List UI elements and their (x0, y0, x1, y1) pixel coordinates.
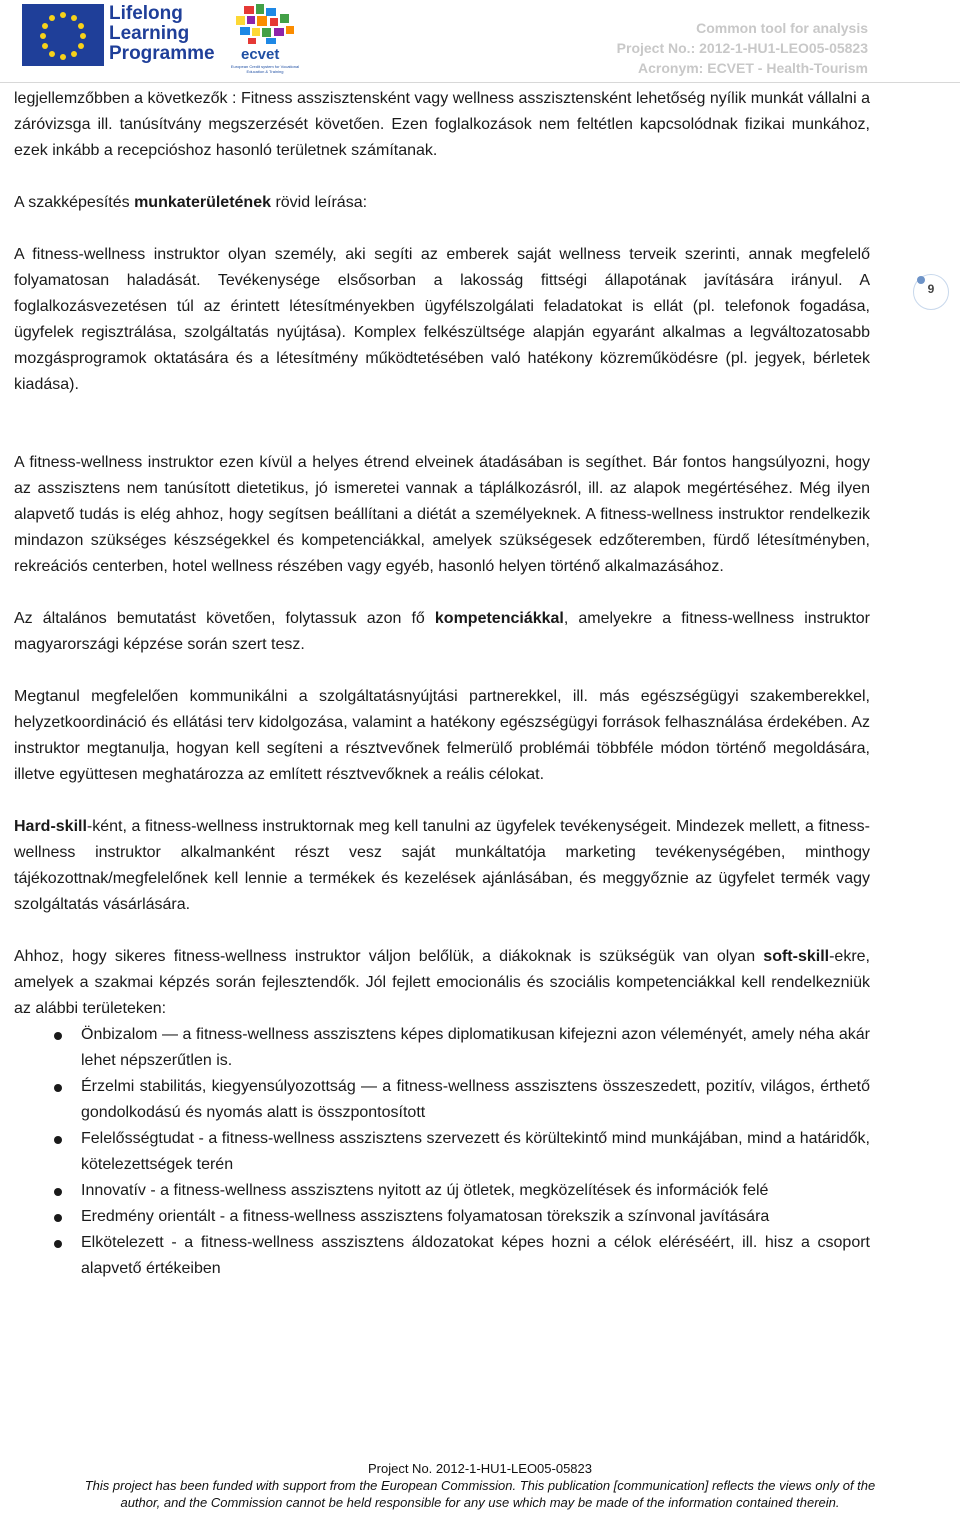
header-title: Common tool for analysis (696, 20, 868, 36)
header-project-info (617, 18, 868, 78)
list-item: Eredmény orientált - a fitness-wellness asszisztens folyamatosan törekszik a színvonal javítására (14, 1204, 870, 1230)
paragraph-competencies-intro: Az általános bemutatást követően, folytassuk azon fő kompetenciákkal, amelyekre a fitness-wellness instruktor magyarországi képzése során szert tesz. (14, 610, 870, 653)
page-number-badge (913, 274, 949, 310)
paragraph-intro: legjellemzőbben a következők : Fitness asszisztensként vagy wellness asszisztensként lehetőség nyílik munkát vállalni a záróvizsga ill. tanúsítvány megszerzését követően. Ezen foglalkozások nem feltétlen kapcsolódnak fizikai munkához, ezek inkább a recepcióshoz hasonló területnek számítanak. (14, 90, 870, 159)
paragraph-hard-skill: Hard-skill-ként, a fitness-wellness instruktornak meg kell tanulni az ügyfelek tevékenységeit. Mindezek mellett, a fitness-wellness instruktor alkalmanként részt vesz saját munkáltatója marketing tevékenységében, minthogy tájékozottnak/megfelelőnek kell lennie a termékek és kezelések ajánlásában, és meggyőznie az ügyfelet termék vagy szolgáltatás vásárlására. (14, 818, 870, 913)
bullet-icon (54, 1214, 62, 1222)
list-item: Érzelmi stabilitás, kiegyensúlyozottság — a fitness-wellness asszisztens összeszedett, pozitív, világos, érthető gondolkodású és nyomás alatt is összpontosított (14, 1074, 870, 1126)
llp-logo-text: Lifelong Learning Programme (109, 3, 215, 64)
page-footer (0, 1460, 960, 1511)
paragraph-communication: Megtanul megfelelően kommunikálni a szolgáltatásnyújtási partnerekkel, ill. más egészségügyi szakemberekkel, helyzetkoordináció és ellátási terv kidolgozása, valamint a hatékony egészségügyi források felhasználása érdekében. Az instruktor megtanulja, hogyan kell segíteni a résztvevőnek felmerülő problémái többféle módon történő megoldására, illetve együttesen meghatározza az említett résztvevőknek a reális célokat. (14, 688, 870, 783)
section-heading-work-area: A szakképesítés munkaterületének rövid leírása: (14, 194, 368, 211)
list-item: Önbizalom — a fitness-wellness asszisztens képes diplomatikusan kifejezni azon véleményét, amely néha akár lehet népszerűtlen is. (14, 1022, 870, 1074)
paragraph-description: A fitness-wellness instruktor olyan személy, aki segíti az emberek saját wellness terveik szerinti, annak megfelelő folyamatosan haladását. Tevékenysége elsősorban a lakosság fittségi állapotának javítására irányul. A foglalkozásvezetésen túl az érintett létesítményekben ügyfélszolgálati feladatokat is ellát (pl. telefonok fogadása, ügyfelek regisztrálása, szolgáltatás nyújtása). Komplex felkészültsége alapján egyaránt alkalmas a legváltozatosabb mozgásprogramok oktatására és a létesítmény működtetésében való hatékony közreműködésre (pl. jegyek, bérletek kiadása). (14, 246, 870, 393)
document-body (14, 86, 870, 1282)
paragraph-nutrition: A fitness-wellness instruktor ezen kívül a helyes étrend elveinek átadásában is segíthet. Bár fontos hangsúlyozni, hogy az asszisztens nem tanúsított dietetikus, jó ismeretei vannak a táplálkozásról, ill. az alapok megértéséhez. Még ilyen alapvető tudás is elég ahhoz, hogy segítsen beállítani a diétát a személyeknek. A fitness-wellness instruktor rendelkezik mindazon szükséges készségekkel és kompetenciákkal, amelyek szükségesek edzőteremben, fürdő létesítményben, rekreációs centerben, hotel wellness részében vagy egyéb, hasonló helyen történő alkalmazásához. (14, 454, 870, 575)
soft-skill-list (14, 1022, 870, 1282)
header-divider (0, 82, 960, 83)
header-acronym: Acronym: ECVET - Health-Tourism (638, 60, 868, 76)
bullet-icon (54, 1188, 62, 1196)
footer-disclaimer-line1: This project has been funded with support from the European Commission. This publication [communication] reflects the views only of the (84, 1478, 876, 1493)
page-header (0, 0, 960, 82)
bullet-icon (54, 1240, 62, 1248)
lifelong-learning-programme-logo (22, 3, 215, 66)
header-project-number: Project No.: 2012-1-HU1-LEO05-05823 (616, 40, 868, 56)
list-item: Elkötelezett - a fitness-wellness asszisztens áldozatokat képes hozni a célok eléréséért, ill. hisz a csoport alapvető értékeiben (14, 1230, 870, 1282)
eu-flag-icon (22, 4, 104, 66)
list-item: Innovatív - a fitness-wellness asszisztens nyitott az új ötletek, megközelítések és információk felé (14, 1178, 870, 1204)
ecvet-logo (226, 2, 302, 78)
ecvet-logo-subtext: European Credit system for Vocational Education & Training (230, 64, 300, 74)
ecvet-logo-word: ecvet (241, 46, 280, 63)
footer-disclaimer-line2: author, and the Commission cannot be held responsible for any use which may be made of the information contained therein. (120, 1495, 840, 1510)
footer-project-number: Project No. 2012-1-HU1-LEO05-05823 (367, 1461, 592, 1476)
bullet-icon (54, 1032, 62, 1040)
bullet-icon (54, 1084, 62, 1092)
page-number: 9 (927, 282, 935, 296)
paragraph-soft-skill: Ahhoz, hogy sikeres fitness-wellness instruktor váljon belőlük, a diákoknak is szükségük van olyan soft-skill-ekre, amelyek a szakmai képzés során fejlesztendők. Jól fejlett emocionális és szociális kompetenciákkal kell rendelkezniük az alábbi területeken: (14, 948, 870, 1017)
bullet-icon (54, 1136, 62, 1144)
list-item: Felelősségtudat - a fitness-wellness asszisztens szervezett és körültekintő mind munkájában, mind a határidők, kötelezettségek terén (14, 1126, 870, 1178)
